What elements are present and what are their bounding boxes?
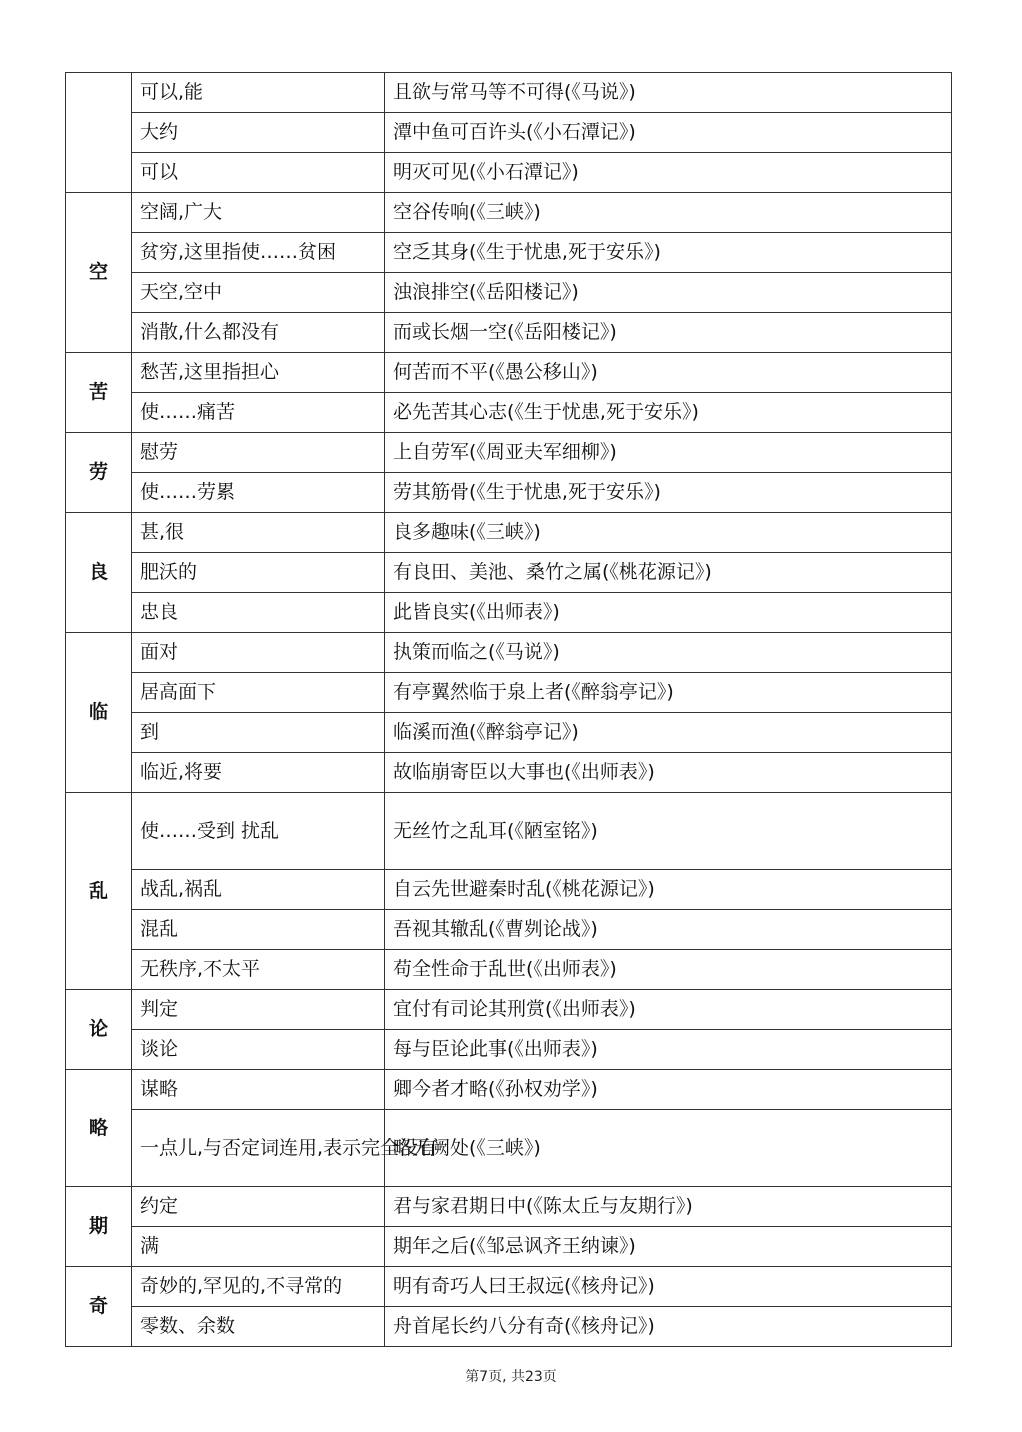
table-row: [66, 113, 952, 153]
meaning-cell: 忠良: [132, 593, 385, 633]
example-cell: 有良田、美池、桑竹之属(《桃花源记》): [385, 553, 952, 593]
table-row: [66, 73, 952, 113]
example-cell: 而或长烟一空(《岳阳楼记》): [385, 313, 952, 353]
table-row: [66, 1307, 952, 1347]
meaning-cell: 无秩序,不太平: [132, 950, 385, 990]
example-cell: 空谷传响(《三峡》): [385, 193, 952, 233]
table-row: [66, 273, 952, 313]
example-cell: 良多趣味(《三峡》): [385, 513, 952, 553]
table-row: [66, 313, 952, 353]
table-row: [66, 473, 952, 513]
meaning-cell: 满: [132, 1227, 385, 1267]
entry-character: 劳: [66, 433, 132, 513]
table-row: [66, 1267, 952, 1307]
meaning-cell: 贫穷,这里指使……贫困: [132, 233, 385, 273]
table-row: [66, 793, 952, 870]
entry-character: 苦: [66, 353, 132, 433]
example-cell: 空乏其身(《生于忧患,死于安乐》): [385, 233, 952, 273]
meaning-cell: 零数、余数: [132, 1307, 385, 1347]
meaning-cell: 空阔,广大: [132, 193, 385, 233]
example-cell: 必先苦其心志(《生于忧患,死于安乐》): [385, 393, 952, 433]
meaning-cell: 肥沃的: [132, 553, 385, 593]
example-cell: 执策而临之(《马说》): [385, 633, 952, 673]
page-footer: 第7页, 共23页: [465, 1369, 557, 1385]
example-cell: 此皆良实(《出师表》): [385, 593, 952, 633]
entry-character: 临: [66, 633, 132, 793]
table-row: [66, 950, 952, 990]
example-cell: 何苦而不平(《愚公移山》): [385, 353, 952, 393]
meaning-cell: 甚,很: [132, 513, 385, 553]
example-cell: 自云先世避秦时乱(《桃花源记》): [385, 870, 952, 910]
example-cell: 浊浪排空(《岳阳楼记》): [385, 273, 952, 313]
example-cell: 故临崩寄臣以大事也(《出师表》): [385, 753, 952, 793]
meaning-cell: 奇妙的,罕见的,不寻常的: [132, 1267, 385, 1307]
table-row: [66, 433, 952, 473]
example-cell: 苟全性命于乱世(《出师表》): [385, 950, 952, 990]
meaning-cell: 到: [132, 713, 385, 753]
table-row: [66, 1110, 952, 1187]
meaning-cell: 居高面下: [132, 673, 385, 713]
meaning-cell: 使……受到 扰乱: [132, 793, 385, 870]
vocabulary-table: [65, 72, 952, 1347]
table-row: [66, 393, 952, 433]
meaning-cell: 混乱: [132, 910, 385, 950]
table-row: [66, 153, 952, 193]
example-cell: 明灭可见(《小石潭记》): [385, 153, 952, 193]
table-row: [66, 1227, 952, 1267]
table-row: [66, 870, 952, 910]
example-cell: 期年之后(《邹忌讽齐王纳谏》): [385, 1227, 952, 1267]
meaning-cell: 一点儿,与否定词连用,表示完全没有: [132, 1110, 385, 1187]
example-cell: 上自劳军(《周亚夫军细柳》): [385, 433, 952, 473]
entry-character: 奇: [66, 1267, 132, 1347]
meaning-cell: 消散,什么都没有: [132, 313, 385, 353]
entry-character: 论: [66, 990, 132, 1070]
example-cell: 临溪而渔(《醉翁亭记》): [385, 713, 952, 753]
meaning-cell: 可以: [132, 153, 385, 193]
example-cell: 无丝竹之乱耳(《陋室铭》): [385, 793, 952, 870]
table-row: [66, 713, 952, 753]
table-row: [66, 633, 952, 673]
example-cell: 每与臣论此事(《出师表》): [385, 1030, 952, 1070]
table-row: [66, 910, 952, 950]
example-cell: 卿今者才略(《孙权劝学》): [385, 1070, 952, 1110]
example-cell: 宜付有司论其刑赏(《出师表》): [385, 990, 952, 1030]
table-row: [66, 1187, 952, 1227]
entry-character: 期: [66, 1187, 132, 1267]
meaning-cell: 战乱,祸乱: [132, 870, 385, 910]
table-row: [66, 593, 952, 633]
table-row: [66, 233, 952, 273]
example-cell: 明有奇巧人曰王叔远(《核舟记》): [385, 1267, 952, 1307]
entry-character: 乱: [66, 793, 132, 990]
meaning-cell: 面对: [132, 633, 385, 673]
meaning-cell: 大约: [132, 113, 385, 153]
meaning-cell: 谈论: [132, 1030, 385, 1070]
table-row: [66, 193, 952, 233]
example-cell: 君与家君期日中(《陈太丘与友期行》): [385, 1187, 952, 1227]
meaning-cell: 使……痛苦: [132, 393, 385, 433]
example-cell: 劳其筋骨(《生于忧患,死于安乐》): [385, 473, 952, 513]
table-row: [66, 1070, 952, 1110]
table-row: [66, 990, 952, 1030]
meaning-cell: 谋略: [132, 1070, 385, 1110]
entry-character: 良: [66, 513, 132, 633]
example-cell: 吾视其辙乱(《曹刿论战》): [385, 910, 952, 950]
meaning-cell: 可以,能: [132, 73, 385, 113]
table-row: [66, 1030, 952, 1070]
meaning-cell: 慰劳: [132, 433, 385, 473]
meaning-cell: 使……劳累: [132, 473, 385, 513]
example-cell: 且欲与常马等不可得(《马说》): [385, 73, 952, 113]
table-row: [66, 673, 952, 713]
table-row: [66, 513, 952, 553]
example-cell: 略无阙处(《三峡》): [385, 1110, 952, 1187]
example-cell: 潭中鱼可百许头(《小石潭记》): [385, 113, 952, 153]
entry-character: [66, 73, 132, 193]
entry-character: 略: [66, 1070, 132, 1187]
example-cell: 有亭翼然临于泉上者(《醉翁亭记》): [385, 673, 952, 713]
table-row: [66, 753, 952, 793]
meaning-cell: 愁苦,这里指担心: [132, 353, 385, 393]
table-row: [66, 553, 952, 593]
table-row: [66, 353, 952, 393]
meaning-cell: 临近,将要: [132, 753, 385, 793]
vocabulary-table-body: [66, 73, 952, 1347]
example-cell: 舟首尾长约八分有奇(《核舟记》): [385, 1307, 952, 1347]
meaning-cell: 天空,空中: [132, 273, 385, 313]
meaning-cell: 判定: [132, 990, 385, 1030]
meaning-cell: 约定: [132, 1187, 385, 1227]
entry-character: 空: [66, 193, 132, 353]
